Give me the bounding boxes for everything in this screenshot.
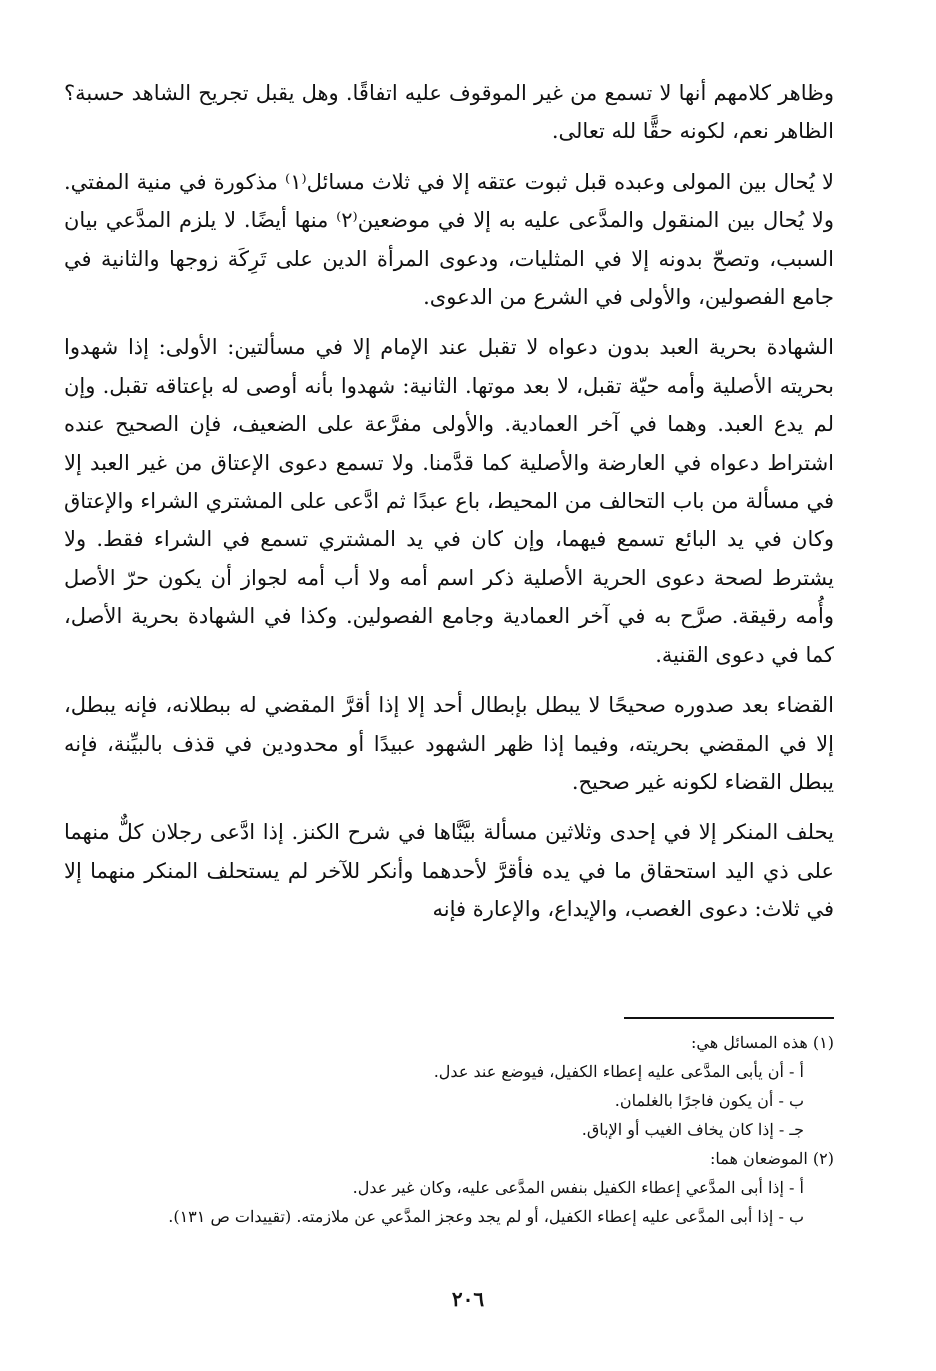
- main-text: [64, 74, 834, 929]
- footnote-separator: [624, 1017, 834, 1019]
- footnote-1-item-c: جـ - إذا كان يخاف الغيب أو الإباق.: [581, 1120, 804, 1139]
- paragraph-3: الشهادة بحرية العبد بدون دعواه لا تقبل عند الإمام إلا في مسألتين: الأولى: إذا شهدوا بحريته الأصلية وأمه حيّة تقبل، لا بعد موتها. الثانية: شهدوا بأنه أوصى له بإعتاقه تقبل. وإن لم يدع العبد. وهما في آخر العمادية. والأولى مفرَّعة على الضعيف، فإن الصحيح عنده اشتراط دعواه في العارضة والأصلية كما قدَّمنا. ولا تسمع دعوى الإعتاق من غير العبد إلا في مسألة من باب التحالف من المحيط، باع عبدًا ثم ادَّعى على المشتري الشراء والإعتاق وكان في يد البائع تسمع فيهما، وإن كان في يد المشتري تسمع في الشراء فقط. ولا يشترط لصحة دعوى الحرية الأصلية ذكر اسم أمه ولا أب أمه لجواز أن يكون حرّ الأصل وأُمه رقيقة. صرَّح به في آخر العمادية وجامع الفصولين. وكذا في الشهادة بحرية الأصل، كما في دعوى القنية.: [64, 335, 834, 667]
- paragraph-2: لا يُحال بين المولى وعبده قبل ثبوت عتقه إلا في ثلاث مسائل⁽١⁾ مذكورة في منية المفتي. ولا يُحال بين المنقول والمدَّعى عليه به إلا في موضعين⁽٢⁾ منها أيضًا. لا يلزم المدَّعي بيان السبب، وتصحّ بدونه إلا في المثليات، ودعوى المرأة الدين على تَرِكَة زوجها والثانية في جامع الفصولين، والأولى في الشرع من الدعوى.: [64, 169, 834, 310]
- page-number: ٢٠٦: [451, 1287, 485, 1311]
- footnote-2-item-a: أ - إذا أبى المدَّعي إعطاء الكفيل بنفس المدَّعى عليه، وكان غير عدل.: [352, 1178, 804, 1197]
- paragraph-4: القضاء بعد صدوره صحيحًا لا يبطل بإبطال أحد إلا إذا أقرَّ المقضي له ببطلانه، فإنه يبطل، إلا في المقضي بحريته، وفيما إذا ظهر الشهود عبيدًا أو محدودين في قذف بالبيِّنة، فإنه يبطل القضاء لكونه غير صحيح.: [64, 693, 834, 794]
- footnote-1-item-b: ب - أن يكون فاجرًا بالغلمان.: [614, 1091, 804, 1110]
- footnote-1-item-a: أ - أن يأبى المدَّعى عليه إعطاء الكفيل، فيوضع عند عدل.: [433, 1062, 804, 1081]
- footnotes: [64, 1028, 834, 1231]
- footnote-2-item-b: ب - إذا أبى المدَّعى عليه إعطاء الكفيل، أو لم يجد وعجز المدَّعي عن ملازمته. (تقييدات ص ١٣١).: [168, 1207, 804, 1226]
- footnote-2-head: (٢) الموضعان هما:: [710, 1149, 834, 1168]
- paragraph-5: يحلف المنكر إلا في إحدى وثلاثين مسألة بيَّنَّاها في شرح الكنز. إذا ادَّعى رجلان كلٌّ منهما على ذي اليد استحقاق ما في يده فأقرَّ لأحدهما وأنكر للآخر لم يستحلف المنكر منهما إلا في ثلاث: دعوى الغصب، والإيداع، والإعارة فإنه: [64, 820, 834, 922]
- paragraph-1: وظاهر كلامهم أنها لا تسمع من غير الموقوف عليه اتفاقًا. وهل يقبل تجريح الشاهد حسبة؟ الظاهر نعم، لكونه حقًّا لله تعالى.: [64, 81, 834, 144]
- footnote-1-head: (١) هذه المسائل هي:: [690, 1033, 834, 1052]
